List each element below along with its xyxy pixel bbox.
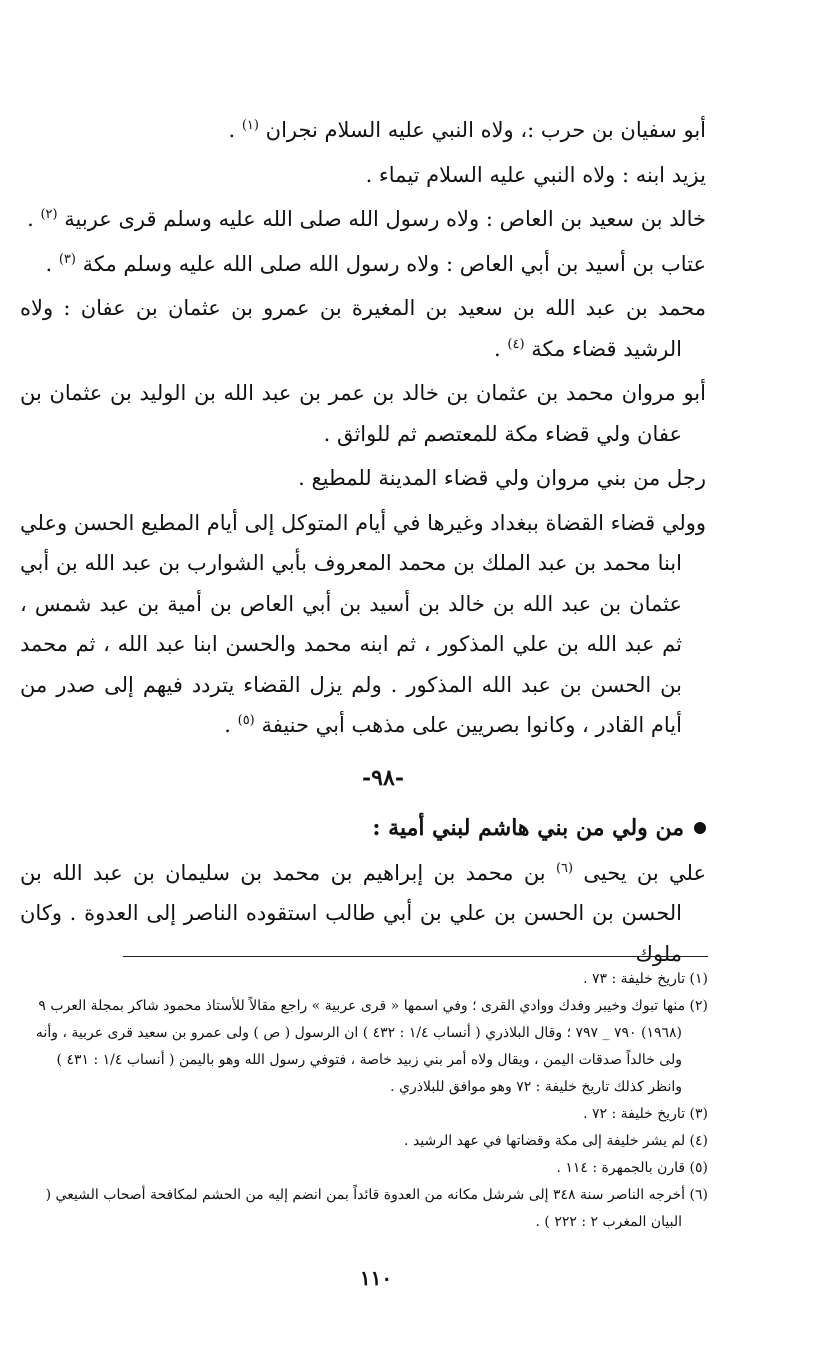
entry-6 xyxy=(20,373,706,454)
section-heading-text: من ولي من بني هاشم لبني أمية : xyxy=(372,815,684,841)
bullet-icon xyxy=(694,822,706,834)
footnote-ref: (٦) xyxy=(555,860,574,876)
page-number: ١١٠ xyxy=(359,1266,393,1290)
footnote-ref: (٢) xyxy=(40,207,58,222)
entry-text: رجل من بني مروان ولي قضاء المدينة للمطيع . xyxy=(298,466,706,490)
entry-text: محمد بن عبد الله بن سعيد بن المغيرة بن عمرو بن عثمان بن عفان : ولاه الرشيد قضاء مكة xyxy=(20,296,706,361)
footnote-ref: (٤) xyxy=(507,336,525,352)
entry-text: خالد بن سعيد بن العاص : ولاه رسول الله صلى الله عليه وسلم قرى عربية xyxy=(64,207,706,231)
section-heading xyxy=(20,808,706,849)
footnote-6: (٦) أخرجه الناصر سنة ٣٤٨ إلى شرشل مكانه من العدوة قائداً بمن انضم إليه من الحشم لمكافحة أصحاب الشيعي ( البيان المغرب ٢ : ٢٢٢ ) . xyxy=(45,1187,708,1230)
entry-text: يزيد ابنه : ولاه النبي عليه السلام تيماء . xyxy=(365,162,706,187)
entry-text: أبو سفيان بن حرب :، ولاه النبي عليه السلام نجران xyxy=(265,118,706,142)
entry-7 xyxy=(20,458,706,499)
entry-text-continued: بن محمد بن إبراهيم بن محمد بن سليمان بن عبد الله بن الحسن بن الحسن بن علي بن أبي طالب استقوده الناصر إلى العدوة . وكان ملوك xyxy=(20,860,682,966)
entry-end: . xyxy=(228,118,242,142)
entry-text: عتاب بن أسيد بن أبي العاص : ولاه رسول الله صلى الله عليه وسلم مكة xyxy=(82,251,706,276)
footnote-4: (٤) لم يشر خليفة إلى مكة وقضاتها في عهد الرشيد . xyxy=(404,1133,708,1149)
main-text xyxy=(20,110,706,978)
section-number: -٩٨- xyxy=(362,764,404,791)
footnote-5: (٥) قارن بالجمهرة : ١١٤ . xyxy=(556,1160,708,1176)
footnote-3: (٣) تاريخ خليفة : ٧٢ . xyxy=(583,1106,708,1122)
entry-3 xyxy=(20,199,706,240)
entry-1 xyxy=(20,110,706,151)
entry-end: . xyxy=(27,207,41,231)
entry-5 xyxy=(20,288,706,369)
entry-2 xyxy=(20,155,706,196)
entry-text: أبو مروان محمد بن عثمان بن خالد بن عمر بن عبد الله بن الوليد بن عثمان بن عفان ولي قضاء مكة للمعتصم ثم للواثق . xyxy=(20,381,706,446)
entry-text: وولي قضاء القضاة ببغداد وغيرها في أيام المتوكل إلى أيام المطيع الحسن وعلي ابنا محمد بن عبد الملك بن محمد المعروف بأبي الشوارب بن عبد الله بن أبي عثمان بن عبد الله بن خالد بن أسيد بن أبي العاص بن أمية بن عبد شمس ، ثم عبد الله بن علي المذكور ، ثم ابنه محمد والحسن ابنا عبد الله ، ثم محمد بن الحسن بن عبد الله المذكور . ولم يزل القضاء يتردد فيهم إلى صدر من أيام القادر ، وكانوا بصريين على مذهب أبي حنيفة xyxy=(20,510,706,737)
entry-end: . xyxy=(494,336,508,361)
footnote-separator xyxy=(123,956,708,957)
entry-end: . xyxy=(45,251,59,276)
entry-8 xyxy=(20,503,706,746)
footnotes xyxy=(20,966,708,1236)
footnote-2: (٢) منها تبوك وخيبر وفدك ووادي القرى ؛ وفي اسمها « قرى عربية » راجع مقالاً للأستاذ محمود شاكر بمجلة العرب ٩ (١٩٦٨) ٧٩٠ _ ٧٩٧ ؛ وقال البلاذري ( أنساب ١/٤ : ٤٣٢ ) ان الرسول ( ص ) ولى عمرو بن سعيد قرى عربية ، وأنه ولى خالداً صدقات اليمن ، ويقال ولاه أمر بني زبيد خاصة ، فتوفي رسول الله وهو باليمن ( أنساب ١/٤ : ٤٣١ ) وانظر كذلك تاريخ خليفة : ٧٢ وهو موافق للبلاذري . xyxy=(35,998,708,1095)
entry-text: علي بن يحيى xyxy=(583,860,706,885)
footnote-1: (١) تاريخ خليفة : ٧٣ . xyxy=(583,971,708,987)
footnote-ref: (٣) xyxy=(58,251,76,267)
footnote-ref: (١) xyxy=(241,118,259,133)
footnote-ref: (٥) xyxy=(237,713,255,728)
entry-4 xyxy=(20,244,706,285)
entry-end: . xyxy=(224,713,238,737)
